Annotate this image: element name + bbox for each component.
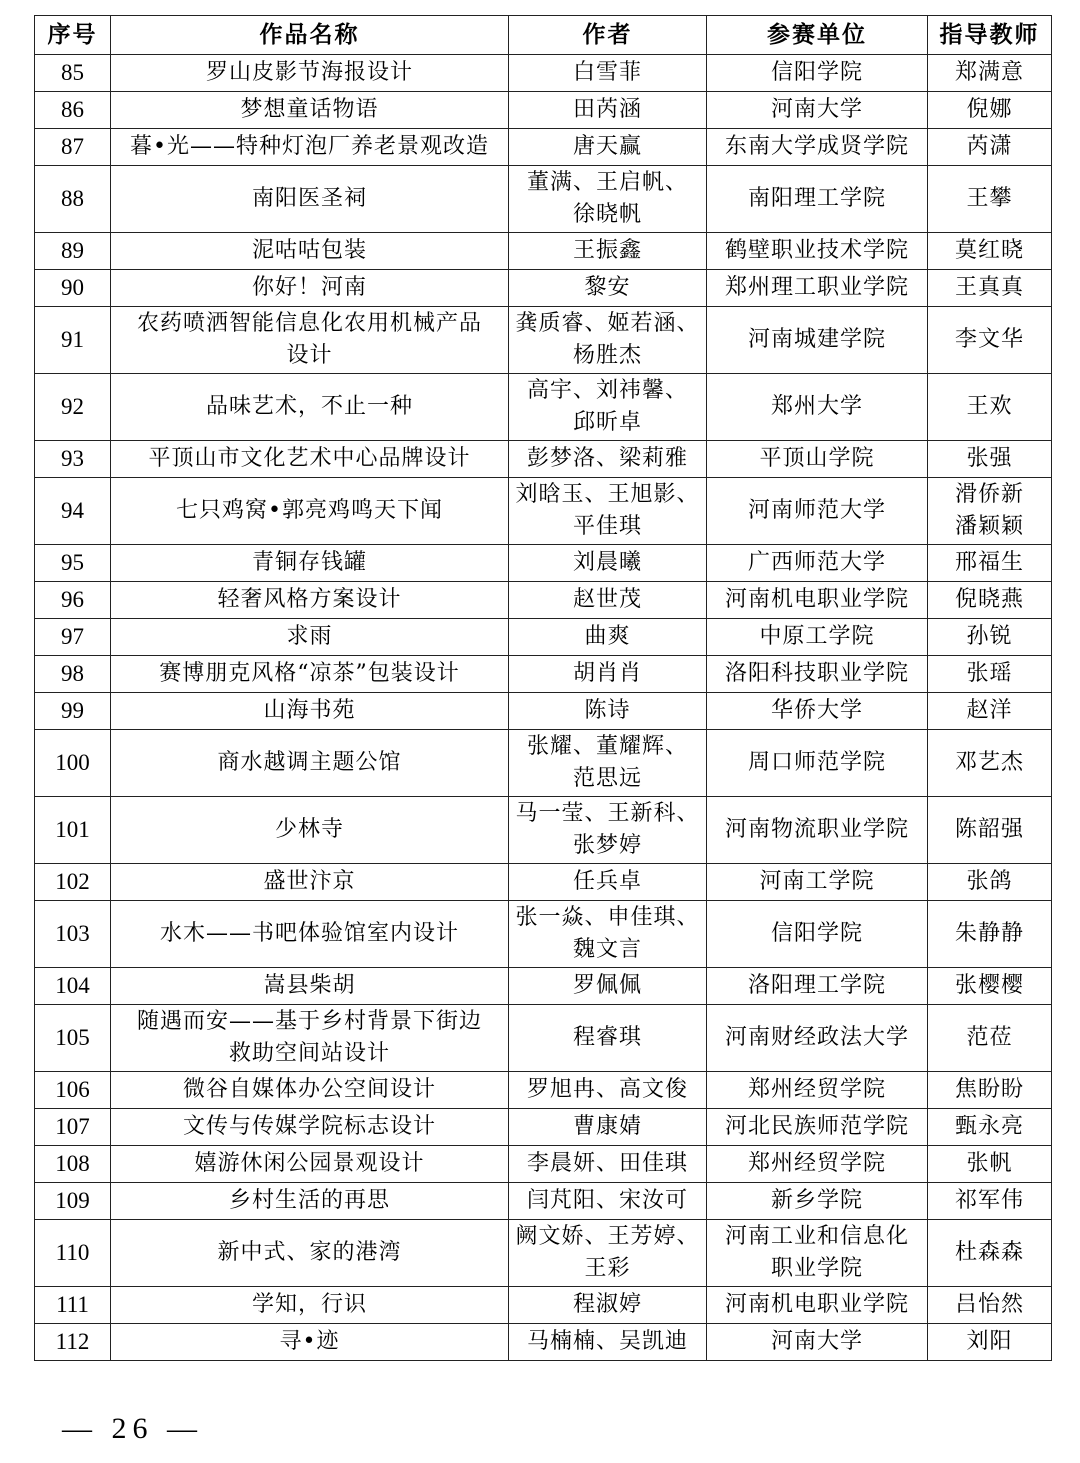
table-row — [35, 1220, 1052, 1287]
cell-title: 嬉游休闲公园景观设计 — [111, 1146, 509, 1183]
cell-teacher: 邢福生 — [928, 545, 1052, 582]
cell-authors: 胡肖肖 — [509, 656, 707, 693]
cell-no: 99 — [35, 693, 111, 730]
cell-unit: 周口师范学院 — [707, 730, 928, 797]
cell-no: 107 — [35, 1109, 111, 1146]
cell-unit: 广西师范大学 — [707, 545, 928, 582]
cell-authors-line: 徐晓帆 — [572, 202, 642, 227]
cell-no: 89 — [35, 233, 111, 270]
cell-unit: 新乡学院 — [707, 1183, 928, 1220]
table-row — [35, 92, 1052, 129]
cell-authors-line: 范思远 — [572, 766, 642, 791]
cell-title: 泥咕咕包装 — [111, 233, 509, 270]
table-row — [35, 901, 1052, 968]
cell-no: 91 — [35, 307, 111, 374]
cell-teacher: 王攀 — [928, 166, 1052, 233]
header-no: 序号 — [35, 16, 111, 55]
table-row — [35, 1183, 1052, 1220]
cell-authors: 田芮涵 — [509, 92, 707, 129]
cell-authors-line: 张梦婷 — [572, 833, 642, 858]
cell-title: 南阳医圣祠 — [111, 166, 509, 233]
cell-no: 104 — [35, 968, 111, 1005]
cell-authors-line: 杨胜杰 — [572, 343, 642, 368]
table-row — [35, 270, 1052, 307]
cell-unit: 洛阳科技职业学院 — [707, 656, 928, 693]
cell-teacher: 张瑶 — [928, 656, 1052, 693]
cell-title: 寻•迹 — [111, 1324, 509, 1361]
cell-unit: 郑州理工职业学院 — [707, 270, 928, 307]
cell-title: 青铜存钱罐 — [111, 545, 509, 582]
cell-no: 101 — [35, 797, 111, 864]
cell-title-line: 救助空间站设计 — [228, 1041, 390, 1066]
cell-authors: 曹康婧 — [509, 1109, 707, 1146]
cell-title: 赛博朋克风格“凉茶”包装设计 — [111, 656, 509, 693]
cell-authors-line: 龚质睿、姬若涵、 — [515, 311, 700, 336]
cell-title: 微谷自媒体办公空间设计 — [111, 1072, 509, 1109]
cell-teacher: 王欢 — [928, 374, 1052, 441]
cell-authors-line: 张一焱、申佳琪、 — [515, 905, 700, 930]
cell-teacher: 杜森森 — [928, 1220, 1052, 1287]
table-row — [35, 1005, 1052, 1072]
cell-authors-line: 王彩 — [584, 1256, 631, 1281]
cell-teacher-line: 潘颖颖 — [954, 514, 1024, 539]
cell-authors — [509, 797, 707, 864]
cell-title: 平顶山市文化艺术中心品牌设计 — [111, 441, 509, 478]
cell-authors-line: 张耀、董耀辉、 — [526, 734, 688, 759]
cell-authors-line: 马一莹、王新科、 — [515, 801, 700, 826]
cell-teacher: 张强 — [928, 441, 1052, 478]
cell-title: 求雨 — [111, 619, 509, 656]
cell-title: 轻奢风格方案设计 — [111, 582, 509, 619]
cell-authors — [509, 901, 707, 968]
table-header-row — [35, 16, 1052, 55]
cell-unit: 鹤壁职业技术学院 — [707, 233, 928, 270]
cell-title: 暮•光——特种灯泡厂养老景观改造 — [111, 129, 509, 166]
cell-title: 乡村生活的再思 — [111, 1183, 509, 1220]
cell-unit: 河南物流职业学院 — [707, 797, 928, 864]
table-body — [35, 55, 1052, 1361]
cell-teacher: 焦盼盼 — [928, 1072, 1052, 1109]
cell-authors: 陈诗 — [509, 693, 707, 730]
cell-title: 品味艺术，不止一种 — [111, 374, 509, 441]
cell-authors: 罗佩佩 — [509, 968, 707, 1005]
cell-authors-line: 董满、王启帆、 — [526, 170, 688, 195]
cell-title: 罗山皮影节海报设计 — [111, 55, 509, 92]
table-row — [35, 1146, 1052, 1183]
cell-teacher: 朱静静 — [928, 901, 1052, 968]
cell-title: 嵩县柴胡 — [111, 968, 509, 1005]
cell-no: 110 — [35, 1220, 111, 1287]
cell-authors: 罗旭冉、高文俊 — [509, 1072, 707, 1109]
cell-unit: 河南财经政法大学 — [707, 1005, 928, 1072]
cell-no: 86 — [35, 92, 111, 129]
cell-unit: 华侨大学 — [707, 693, 928, 730]
cell-no: 112 — [35, 1324, 111, 1361]
cell-teacher: 祁军伟 — [928, 1183, 1052, 1220]
cell-authors — [509, 307, 707, 374]
cell-teacher: 甄永亮 — [928, 1109, 1052, 1146]
cell-authors: 王振鑫 — [509, 233, 707, 270]
header-teacher: 指导教师 — [928, 16, 1052, 55]
cell-authors-line: 阙文娇、王芳婷、 — [515, 1224, 700, 1249]
cell-authors: 唐天赢 — [509, 129, 707, 166]
cell-teacher: 张樱樱 — [928, 968, 1052, 1005]
cell-teacher: 倪娜 — [928, 92, 1052, 129]
cell-no: 102 — [35, 864, 111, 901]
cell-unit: 河南机电职业学院 — [707, 582, 928, 619]
cell-unit: 河南机电职业学院 — [707, 1287, 928, 1324]
cell-title: 水木——书吧体验馆室内设计 — [111, 901, 509, 968]
cell-title: 梦想童话物语 — [111, 92, 509, 129]
cell-no: 97 — [35, 619, 111, 656]
cell-no: 103 — [35, 901, 111, 968]
cell-no: 96 — [35, 582, 111, 619]
cell-unit — [707, 1220, 928, 1287]
header-authors: 作者 — [509, 16, 707, 55]
cell-authors: 白雪菲 — [509, 55, 707, 92]
cell-teacher: 芮潇 — [928, 129, 1052, 166]
cell-teacher-line: 滑侨新 — [954, 482, 1024, 507]
cell-authors: 程淑婷 — [509, 1287, 707, 1324]
cell-authors: 闫芃阳、宋汝可 — [509, 1183, 707, 1220]
table-row — [35, 478, 1052, 545]
cell-authors-line: 高宇、刘祎馨、 — [526, 378, 688, 403]
cell-unit-line: 河南工业和信息化 — [724, 1224, 909, 1249]
cell-no: 98 — [35, 656, 111, 693]
table-row — [35, 797, 1052, 864]
cell-unit: 信阳学院 — [707, 901, 928, 968]
cell-teacher: 邓艺杰 — [928, 730, 1052, 797]
cell-unit: 平顶山学院 — [707, 441, 928, 478]
cell-no: 100 — [35, 730, 111, 797]
cell-teacher: 刘阳 — [928, 1324, 1052, 1361]
header-unit: 参赛单位 — [707, 16, 928, 55]
cell-teacher: 倪晓燕 — [928, 582, 1052, 619]
cell-title: 你好！河南 — [111, 270, 509, 307]
table-row — [35, 307, 1052, 374]
cell-title-line: 设计 — [286, 343, 333, 368]
cell-authors — [509, 374, 707, 441]
table-row — [35, 656, 1052, 693]
cell-title: 文传与传媒学院标志设计 — [111, 1109, 509, 1146]
cell-authors: 黎安 — [509, 270, 707, 307]
table-row — [35, 129, 1052, 166]
cell-no: 105 — [35, 1005, 111, 1072]
cell-teacher: 张鸽 — [928, 864, 1052, 901]
cell-no: 93 — [35, 441, 111, 478]
cell-unit: 南阳理工学院 — [707, 166, 928, 233]
cell-unit: 信阳学院 — [707, 55, 928, 92]
cell-teacher: 赵洋 — [928, 693, 1052, 730]
table-row — [35, 374, 1052, 441]
cell-teacher: 吕怡然 — [928, 1287, 1052, 1324]
cell-no: 85 — [35, 55, 111, 92]
cell-no: 109 — [35, 1183, 111, 1220]
cell-title-line: 农药喷洒智能信息化农用机械产品 — [136, 311, 482, 336]
cell-authors: 曲爽 — [509, 619, 707, 656]
table-row — [35, 1072, 1052, 1109]
page-number: — 26 — — [62, 1412, 203, 1445]
cell-no: 108 — [35, 1146, 111, 1183]
cell-authors — [509, 478, 707, 545]
cell-teacher — [928, 478, 1052, 545]
cell-teacher: 孙锐 — [928, 619, 1052, 656]
cell-authors-line: 邱昕卓 — [572, 410, 642, 435]
cell-unit: 河南城建学院 — [707, 307, 928, 374]
table-row — [35, 1324, 1052, 1361]
cell-no: 90 — [35, 270, 111, 307]
cell-title-line: 随遇而安——基于乡村背景下街边 — [136, 1009, 482, 1034]
cell-no: 106 — [35, 1072, 111, 1109]
cell-unit: 洛阳理工学院 — [707, 968, 928, 1005]
cell-no: 87 — [35, 129, 111, 166]
cell-authors — [509, 730, 707, 797]
cell-no: 88 — [35, 166, 111, 233]
award-list-table — [34, 15, 1052, 1361]
cell-unit-line: 职业学院 — [770, 1256, 863, 1281]
table-row — [35, 166, 1052, 233]
cell-title — [111, 307, 509, 374]
cell-no: 92 — [35, 374, 111, 441]
cell-authors: 彭梦洛、梁莉雅 — [509, 441, 707, 478]
cell-teacher: 李文华 — [928, 307, 1052, 374]
header-title: 作品名称 — [111, 16, 509, 55]
cell-title: 少林寺 — [111, 797, 509, 864]
cell-unit: 河南大学 — [707, 92, 928, 129]
table-row — [35, 968, 1052, 1005]
cell-teacher: 莫红晓 — [928, 233, 1052, 270]
cell-authors: 赵世茂 — [509, 582, 707, 619]
cell-title: 商水越调主题公馆 — [111, 730, 509, 797]
cell-unit: 东南大学成贤学院 — [707, 129, 928, 166]
cell-teacher: 范莅 — [928, 1005, 1052, 1072]
cell-title: 盛世汴京 — [111, 864, 509, 901]
table-row — [35, 545, 1052, 582]
cell-authors — [509, 1220, 707, 1287]
cell-unit: 河北民族师范学院 — [707, 1109, 928, 1146]
table-row — [35, 1109, 1052, 1146]
table-row — [35, 55, 1052, 92]
cell-authors: 马楠楠、吴凯迪 — [509, 1324, 707, 1361]
cell-unit: 郑州经贸学院 — [707, 1146, 928, 1183]
cell-authors: 刘晨曦 — [509, 545, 707, 582]
cell-authors: 李晨妍、田佳琪 — [509, 1146, 707, 1183]
cell-title — [111, 1005, 509, 1072]
cell-unit: 郑州经贸学院 — [707, 1072, 928, 1109]
cell-authors: 任兵卓 — [509, 864, 707, 901]
cell-teacher: 张帆 — [928, 1146, 1052, 1183]
cell-title: 新中式、家的港湾 — [111, 1220, 509, 1287]
cell-unit: 河南师范大学 — [707, 478, 928, 545]
cell-title: 七只鸡窝•郭亮鸡鸣天下闻 — [111, 478, 509, 545]
table-row — [35, 693, 1052, 730]
table-row — [35, 582, 1052, 619]
cell-teacher: 陈韶强 — [928, 797, 1052, 864]
table-row — [35, 441, 1052, 478]
cell-teacher: 王真真 — [928, 270, 1052, 307]
cell-no: 111 — [35, 1287, 111, 1324]
cell-no: 94 — [35, 478, 111, 545]
cell-authors-line: 刘晗玉、王旭影、 — [515, 482, 700, 507]
table-row — [35, 233, 1052, 270]
cell-no: 95 — [35, 545, 111, 582]
cell-teacher: 郑满意 — [928, 55, 1052, 92]
cell-unit: 河南工学院 — [707, 864, 928, 901]
cell-title: 学知，行识 — [111, 1287, 509, 1324]
cell-authors-line: 平佳琪 — [572, 514, 642, 539]
table-row — [35, 1287, 1052, 1324]
cell-authors-line: 魏文言 — [572, 937, 642, 962]
cell-unit: 河南大学 — [707, 1324, 928, 1361]
table-row — [35, 730, 1052, 797]
cell-authors — [509, 166, 707, 233]
cell-unit: 郑州大学 — [707, 374, 928, 441]
cell-title: 山海书苑 — [111, 693, 509, 730]
table-row — [35, 864, 1052, 901]
table-row — [35, 619, 1052, 656]
cell-authors: 程睿琪 — [509, 1005, 707, 1072]
cell-unit: 中原工学院 — [707, 619, 928, 656]
